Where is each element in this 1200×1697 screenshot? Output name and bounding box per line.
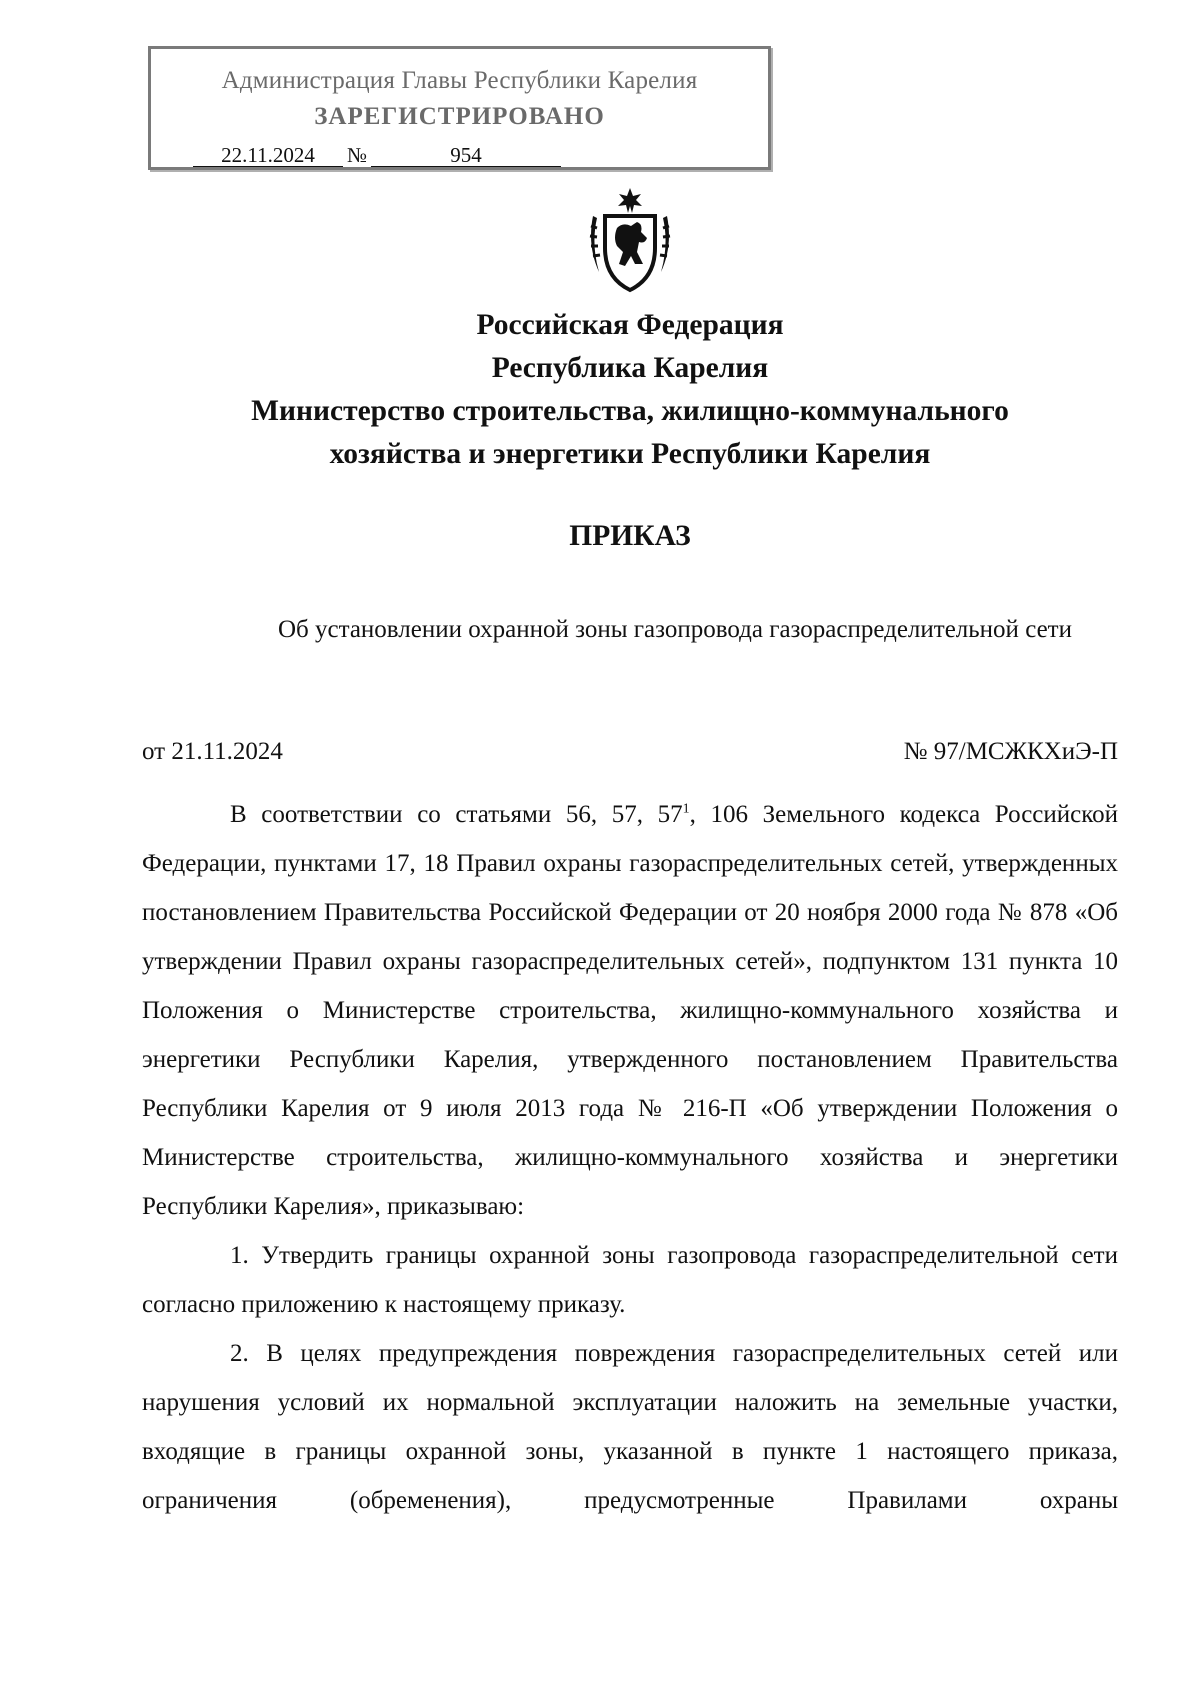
stamp-number: 954 [371,144,561,167]
order-item-2: 2. В целях предупреждения повреждения газораспределительных сетей или нарушения условий их нормальной эксплуатации наложить на земельные участки, входящие в границы охранной зоны, указанной в пункте 1 настоящего приказа, ограничения (обременения), предусмотренные Правилами охраны [142,1340,1118,1514]
preamble-text-b: , 106 Земельного кодекса Российской Федерации, пунктами 17, 18 Правил охраны газораспределительных сетей, утвержденных постановлением Правительства Российской Федерации от 20 ноября 2000 года № 878 «Об утверждении Правил охраны газораспределительных сетей», подпунктом 131 пункта 10 Положения о Министерстве строительства, жилищно-коммунального хозяйства и энергетики Республики Карелия, утвержденного постановлением Правительства Республики Карелия от 9 июля 2013 года № 216-П «Об утверждении Положения о Министерстве строительства, жилищно-коммунального хозяйства и энергетики Республики Карелия», приказываю: [142,801,1118,1220]
preamble-superscript: 1 [682,801,690,817]
stamp-title: Администрация Главы Республики Карелия [221,67,698,94]
registration-stamp [148,46,771,170]
order-date-row [142,738,1118,766]
preamble-paragraph [142,790,1118,1231]
karelia-coat-of-arms-icon [585,186,675,294]
order-date: от 21.11.2024 [142,738,283,765]
preamble-text-a: В соответствии со статьями 56, 57, 57 [230,801,683,828]
order-body [142,790,1118,1525]
stamp-status: ЗАРЕГИСТРИРОВАНО [314,103,605,130]
header-ministry-line1: Министерство строительства, жилищно-коммунального [251,395,1009,427]
header-republic: Республика Карелия [491,352,769,384]
order-number: № 97/МСЖКХиЭ-П [903,738,1118,765]
stamp-number-sign: № [347,143,368,167]
header-ministry-line2: хозяйства и энергетики Республики Карелия [329,438,931,470]
header-country: Российская Федерация [476,309,784,341]
stamp-date: 22.11.2024 [193,144,343,167]
order-subject: Об установлении охранной зоны газопровода газораспределительной сети [277,616,1072,643]
order-title: ПРИКАЗ [569,520,691,552]
stamp-registration-row [193,143,561,168]
order-item-1: 1. Утвердить границы охранной зоны газопровода газораспределительной сети согласно приложению к настоящему приказу. [142,1242,1118,1318]
